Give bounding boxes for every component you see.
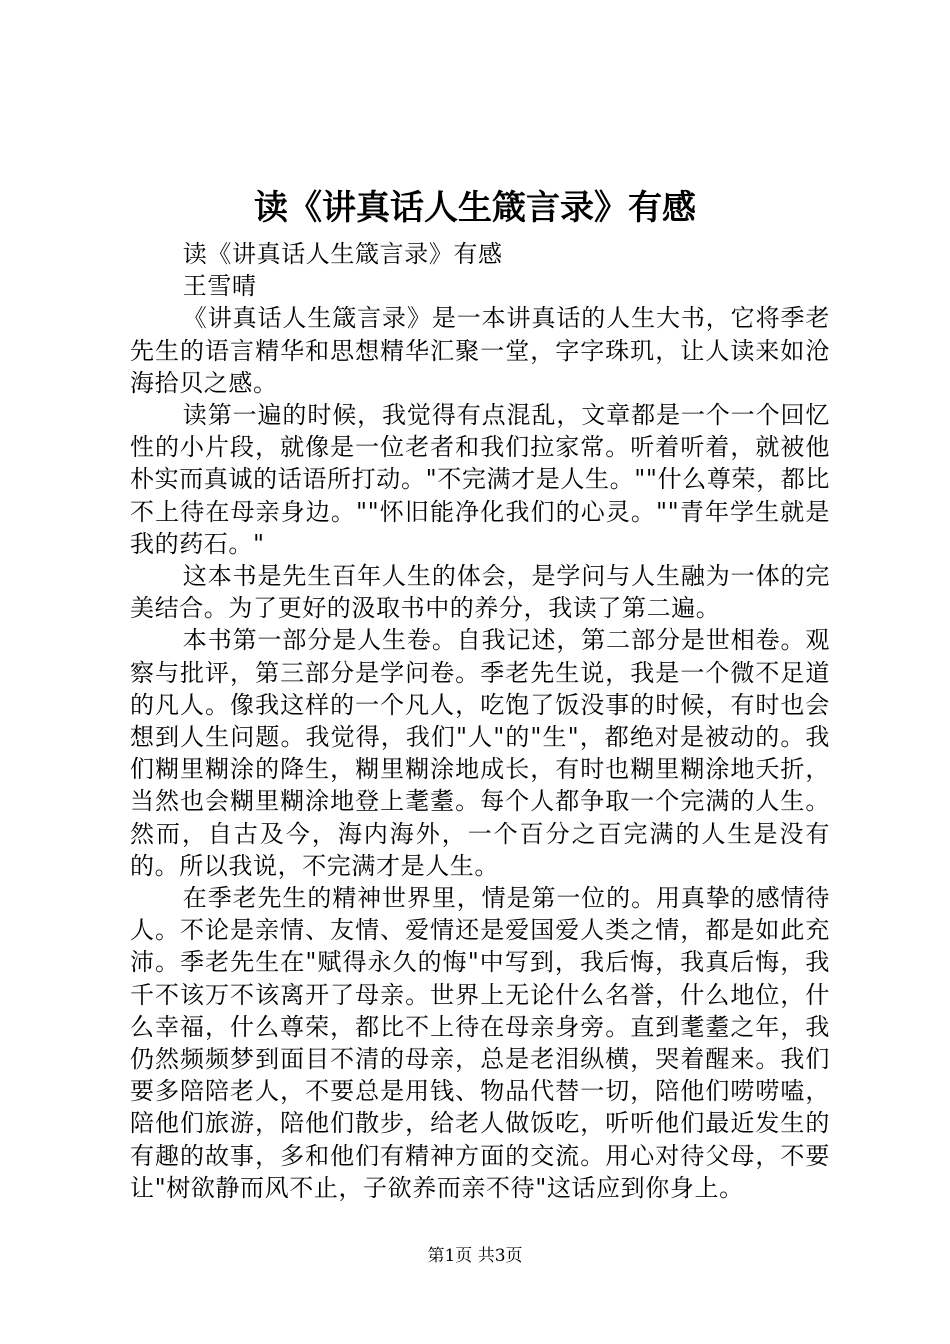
paragraph: 读第一遍的时候，我觉得有点混乱，文章都是一个一个回忆性的小片段，就像是一位老者和我们拉家常。听着听着，就被他朴实而真诚的话语所打动。"不完满才是人生。""什么尊荣，都比不上待在母亲身边。""怀旧能净化我们的心灵。""青年学生就是我的药石。" — [130, 401, 830, 558]
author-line: 王雪晴 — [182, 272, 257, 301]
document-title: 读《讲真话人生箴言录》有感 — [254, 188, 696, 228]
paragraph: 在季老先生的精神世界里，情是第一位的。用真挚的感情待人。不论是亲情、友情、爱情还是爱国爱人类之情，都是如此充沛。季老先生在"赋得永久的悔"中写到，我后悔，我真后悔，我千不该万不该离开了母亲。世界上无论什么名誉，什么地位，什么幸福，什么尊荣，都比不上待在母亲身旁。直到耄耋之年，我仍然频频梦到面目不清的母亲，总是老泪纵横，哭着醒来。我们要多陪陪老人，不要总是用钱、物品代替一切，陪他们唠唠嗑，陪他们旅游，陪他们散步，给老人做饭吃，听听他们最近发生的有趣的故事，多和他们有精神方面的交流。用心对待父母，不要让"树欲静而风不止，子欲养而亲不待"这话应到你身上。 — [130, 884, 830, 1202]
paragraph: 这本书是先生百年人生的体会，是学问与人生融为一体的完美结合。为了更好的汲取书中的养分，我读了第二遍。 — [130, 562, 830, 623]
document-body — [130, 238, 830, 1204]
paragraph: 《讲真话人生箴言录》是一本讲真话的人生大书，它将季老先生的语言精华和思想精华汇聚一堂，字字珠玑，让人读来如沧海拾贝之感。 — [130, 304, 830, 397]
subtitle-line: 读《讲真话人生箴言录》有感 — [182, 240, 503, 268]
paragraph: 本书第一部分是人生卷。自我记述，第二部分是世相卷。观察与批评，第三部分是学问卷。季老先生说，我是一个微不足道的凡人。像我这样的一个凡人，吃饱了饭没事的时候，有时也会想到人生问题。我觉得，我们"人"的"生"，都绝对是被动的。我们糊里糊涂的降生，糊里糊涂地成长，有时也糊里糊涂地夭折，当然也会糊里糊涂地登上耄耋。每个人都争取一个完满的人生。然而，自古及今，海内海外，一个百分之百完满的人生是没有的。所以我说，不完满才是人生。 — [130, 626, 830, 880]
page-number-footer: 第1页 共3页 — [427, 1246, 523, 1266]
